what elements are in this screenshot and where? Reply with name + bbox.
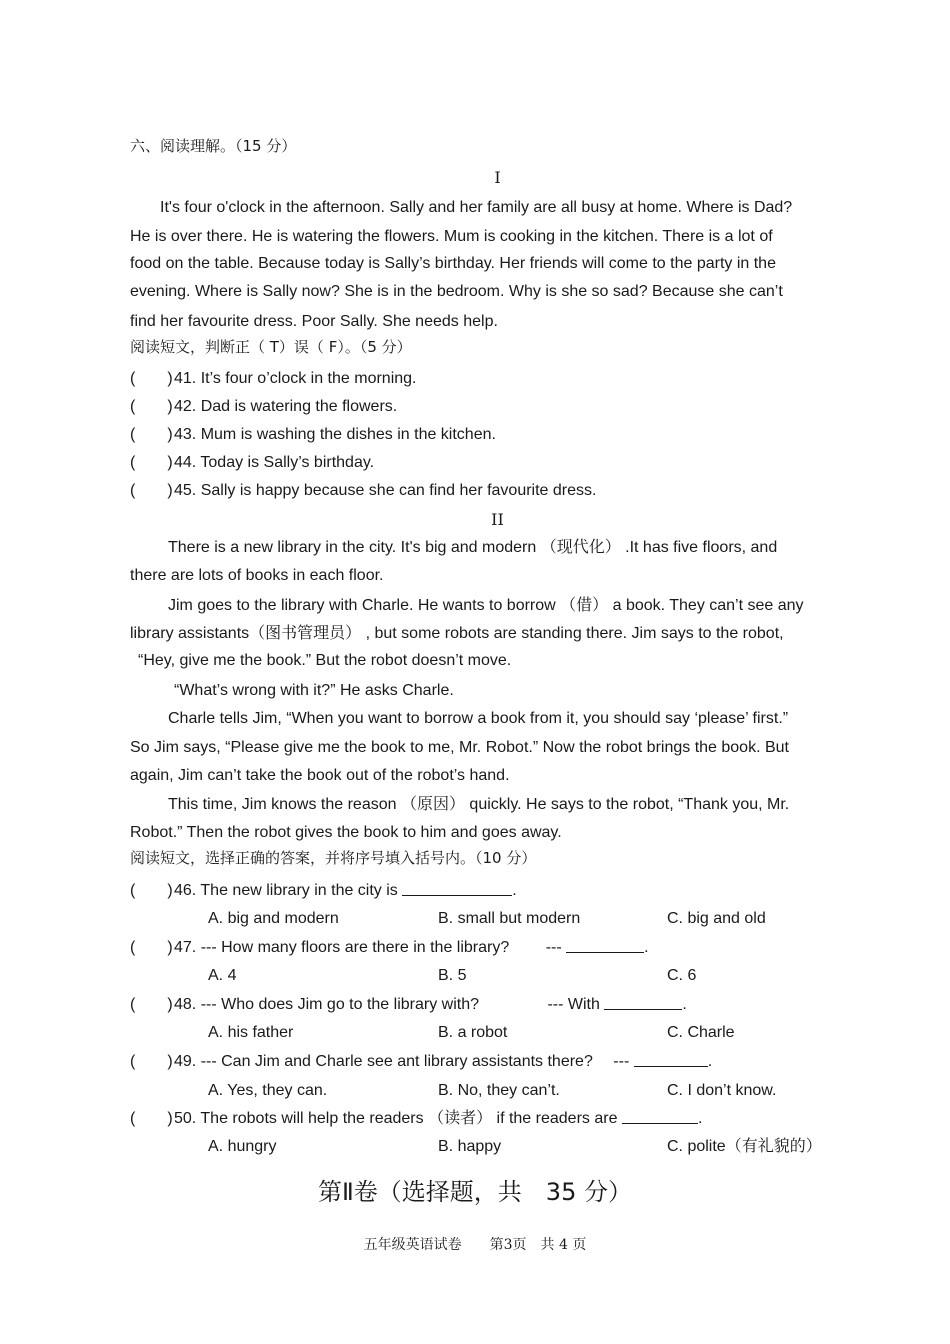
answer-bracket[interactable]: ( ) — [130, 939, 173, 956]
answer-bracket[interactable]: ( ) — [130, 482, 173, 499]
option-b: B. No, they can’t. — [438, 1082, 560, 1099]
answer-blank[interactable] — [604, 995, 682, 1010]
options-row — [208, 909, 766, 929]
option-c: C. big and old — [667, 910, 766, 927]
option-b: B. happy — [438, 1138, 502, 1155]
passage1-line: evening. Where is Sally now? She is in the bedroom. Why is she so sad? Because she can’t — [130, 283, 783, 300]
mc-question: ( ) 48. --- Who does Jim go to the library with? --- With . — [130, 996, 687, 1013]
answer-bracket[interactable]: ( ) — [130, 1053, 173, 1070]
part1-label: I — [494, 168, 501, 187]
passage2-line: again, Jim can’t take the book out of the robot’s hand. — [130, 767, 510, 784]
mc-question: ( ) 50. The robots will help the readers （读者） if the readers are . — [130, 1110, 703, 1127]
passage2-line: library assistants（图书管理员） , but some robots are standing there. Jim says to the robot, — [130, 625, 784, 642]
passage1-line: It's four o'clock in the afternoon. Sally and her family are all busy at home. Where is Dad? — [160, 199, 793, 216]
passage2-line: So Jim says, “Please give me the book to me, Mr. Robot.” Now the robot brings the book. But — [130, 739, 789, 756]
options-row — [208, 1023, 735, 1043]
option-a: A. 4 — [208, 967, 237, 984]
tf-question: ( ) 41. It’s four o’clock in the morning. — [130, 370, 417, 387]
answer-blank[interactable] — [634, 1052, 708, 1067]
part-title: 第Ⅱ卷（选择题，共 35 分） — [318, 1178, 632, 1206]
option-c: C. polite（有礼貌的） — [667, 1138, 822, 1155]
answer-bracket[interactable]: ( ) — [130, 1110, 173, 1127]
option-c: C. Charle — [667, 1024, 735, 1041]
mc-question: ( ) 46. The new library in the city is . — [130, 882, 517, 899]
option-a: A. his father — [208, 1024, 294, 1041]
passage2-line: Robot.” Then the robot gives the book to him and goes away. — [130, 824, 562, 841]
option-c: C. 6 — [667, 967, 697, 984]
option-a: A. hungry — [208, 1138, 277, 1155]
option-a: A. Yes, they can. — [208, 1082, 328, 1099]
answer-bracket[interactable]: ( ) — [130, 426, 173, 443]
answer-bracket[interactable]: ( ) — [130, 398, 173, 415]
option-b: B. a robot — [438, 1024, 508, 1041]
answer-blank[interactable] — [566, 938, 644, 953]
passage2-line: This time, Jim knows the reason （原因） quickly. He says to the robot, “Thank you, Mr. — [168, 796, 790, 813]
tf-question: ( ) 44. Today is Sally’s birthday. — [130, 454, 375, 471]
passage2-line: Jim goes to the library with Charle. He wants to borrow （借） a book. They can’t see any — [168, 597, 804, 614]
instruction-mc: 阅读短文，选择正确的答案，并将序号填入括号内。（10 分） — [130, 849, 537, 867]
tf-question: ( ) 42. Dad is watering the flowers. — [130, 398, 398, 415]
option-b: B. small but modern — [438, 910, 581, 927]
options-row — [208, 1137, 822, 1157]
passage2-line: “What’s wrong with it?” He asks Charle. — [174, 682, 454, 699]
answer-blank[interactable] — [622, 1109, 698, 1124]
mc-question: ( ) 47. --- How many floors are there in the library? --- . — [130, 939, 649, 956]
answer-bracket[interactable]: ( ) — [130, 370, 173, 387]
section-title: 六、阅读理解。（15 分） — [130, 137, 297, 155]
passage1-line: food on the table. Because today is Sally’s birthday. Her friends will come to the party in the — [130, 255, 776, 272]
instruction-tf: 阅读短文，判断正（ T）误（ F）。（5 分） — [130, 338, 412, 356]
tf-question: ( ) 45. Sally is happy because she can find her favourite dress. — [130, 482, 597, 499]
option-c: C. I don’t know. — [667, 1082, 777, 1099]
mc-question: ( ) 49. --- Can Jim and Charle see ant library assistants there? --- . — [130, 1053, 713, 1070]
passage2-line: there are lots of books in each floor. — [130, 567, 384, 584]
answer-bracket[interactable]: ( ) — [130, 996, 173, 1013]
tf-question: ( ) 43. Mum is washing the dishes in the kitchen. — [130, 426, 496, 443]
page-footer: 五年级英语试卷 第3页 共 4 页 — [363, 1237, 587, 1253]
answer-bracket[interactable]: ( ) — [130, 454, 173, 471]
passage2-line: Charle tells Jim, “When you want to borrow a book from it, you should say ‘please’ first.” — [168, 710, 789, 727]
part2-label: II — [491, 510, 504, 529]
answer-blank[interactable] — [402, 881, 512, 896]
option-a: A. big and modern — [208, 910, 339, 927]
answer-bracket[interactable]: ( ) — [130, 882, 173, 899]
options-row — [208, 1081, 776, 1101]
passage1-line: He is over there. He is watering the flowers. Mum is cooking in the kitchen. There is a lot of — [130, 228, 773, 245]
option-b: B. 5 — [438, 967, 467, 984]
options-row — [208, 966, 696, 986]
passage2-line: “Hey, give me the book.” But the robot doesn’t move. — [138, 652, 512, 669]
passage2-line: There is a new library in the city. It's big and modern （现代化） .It has five floors, and — [168, 539, 778, 556]
passage1-line: find her favourite dress. Poor Sally. She needs help. — [130, 313, 498, 330]
